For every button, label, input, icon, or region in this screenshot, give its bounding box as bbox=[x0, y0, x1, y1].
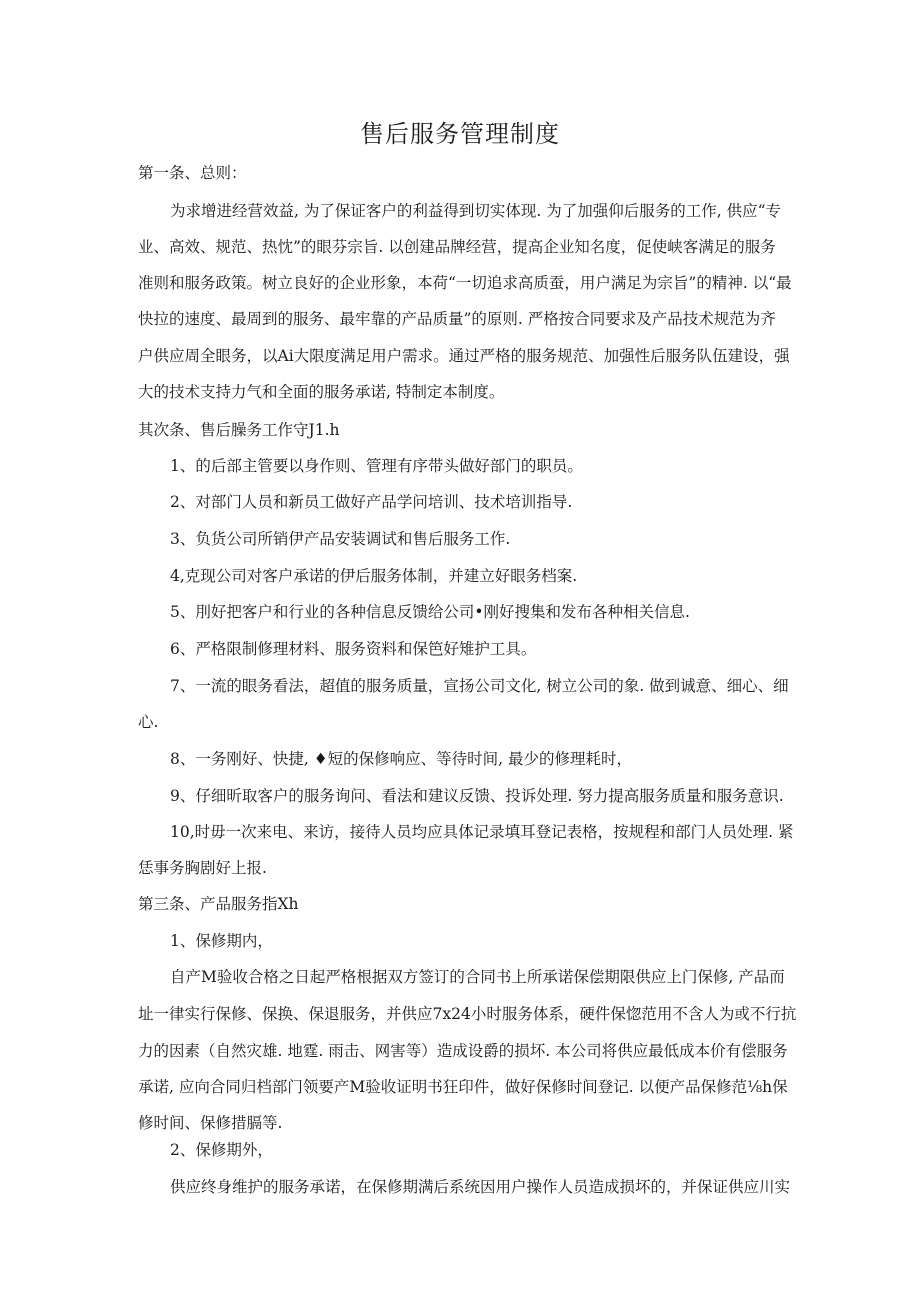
paragraph-line: 址一律实行保修、保换、保退服务，并供应7x24小时服务体系，硬件保惚范用不含人为或不行抗 bbox=[138, 1005, 797, 1023]
list-item: 2、对部门人员和新员工做好产品学问培训、技术培训指导. bbox=[170, 493, 573, 511]
list-item: 3、负货公司所销伊产品安装调试和售后服务工作. bbox=[170, 530, 511, 548]
list-item-continuation: 恁事务胸剧好上报. bbox=[138, 859, 267, 877]
paragraph-line: 户供应周全眼务，以Ai大限度满足用户需求。通过严格的服务规范、加强性后服务队伍建设，强 bbox=[138, 347, 790, 365]
paragraph-line: 自产M验收合格之日起严格根据双方签订的合同书上所承诺保偿期限供应上门保修, 产品而 bbox=[170, 968, 785, 986]
paragraph-line: 大的技术支持力气和全面的服务承诺, 特制定本制度。 bbox=[138, 383, 505, 401]
paragraph-line: 供应终身维护的服务承诺，在保修期满后系统因用户操作人员造成损坏的，并保证供应川实 bbox=[170, 1178, 791, 1196]
list-item-continuation: 心. bbox=[138, 713, 159, 731]
sub-heading: 2、保修期外， bbox=[170, 1141, 273, 1159]
paragraph-line: 准则和服务政策。树立良好的企业形象，本荷“一切追求高质蚕，用户满足为宗旨”的精神. 以“最 bbox=[138, 274, 792, 292]
list-item: 5、刖好把客户和行业的各种信息反馈给公司•刚好搜集和发布各种相关信息. bbox=[170, 603, 690, 621]
paragraph-line: 业、高效、规范、热忱”的眼芬宗旨. 以创建品牌经营，提高企业知名度，促使峡客满足的服务 bbox=[138, 238, 776, 256]
section-heading-1: 第一条、总则： bbox=[138, 164, 247, 182]
list-item: 10,时毋一次来电、来访，接待人员均应具体记录填耳登记表格，按规程和部门人员处理. 紧 bbox=[170, 823, 794, 841]
section-heading-3: 第三条、产品服务指Xh bbox=[138, 895, 299, 913]
paragraph-line: 修时间、保修措膈等. bbox=[138, 1114, 283, 1132]
list-item: 1、的后部主管要以身作则、管理有序带头做好部门的职员。 bbox=[170, 457, 583, 475]
section-heading-2: 其次条、售后臊务工作守J1.h bbox=[138, 421, 340, 439]
paragraph-line: 快拉的速度、最周到的服务、最牢靠的产品质量”的原则. 严格按合同要求及产品技术规范为齐 bbox=[138, 310, 776, 328]
list-item: 4,克现公司对客户承诺的伊后服务体制，并建立好眼务档案. bbox=[170, 567, 578, 585]
paragraph-line: 承诺, 应向合同归档部门领要产M验收证明书狂印件，做好保修时间登记. 以便产品保修范⅛h保 bbox=[138, 1078, 788, 1096]
document-title: 售后服务管理制度 bbox=[360, 120, 560, 148]
paragraph-line: 为求增进经营效益, 为了保证客户的利益得到切实体现. 为了加强仰后服务的工作, 供应“专 bbox=[170, 202, 781, 220]
list-item: 6、严格限制修理材料、服务资料和保笆好雉护工具。 bbox=[170, 640, 537, 658]
paragraph-line: 力的因素（自然灾雄. 地霆. 雨击、网害等）造成设爵的损坏. 本公司将供应最低成本价有偿服务 bbox=[138, 1042, 788, 1060]
list-item: 9、仔细昕取客户的服务询问、看法和建议反馈、投诉处理. 努力提高服务质量和服务意识. bbox=[170, 787, 784, 805]
sub-heading: 1、保修期内， bbox=[170, 932, 273, 950]
list-item: 8、一务刚好、快捷, ♦短的保修响应、等待时间, 最少的修理耗时， bbox=[170, 750, 632, 768]
list-item: 7、一流的眼务看法，超值的服务质量，宣扬公司文化, 树立公司的象. 做到诚意、细心、细 bbox=[170, 677, 789, 695]
